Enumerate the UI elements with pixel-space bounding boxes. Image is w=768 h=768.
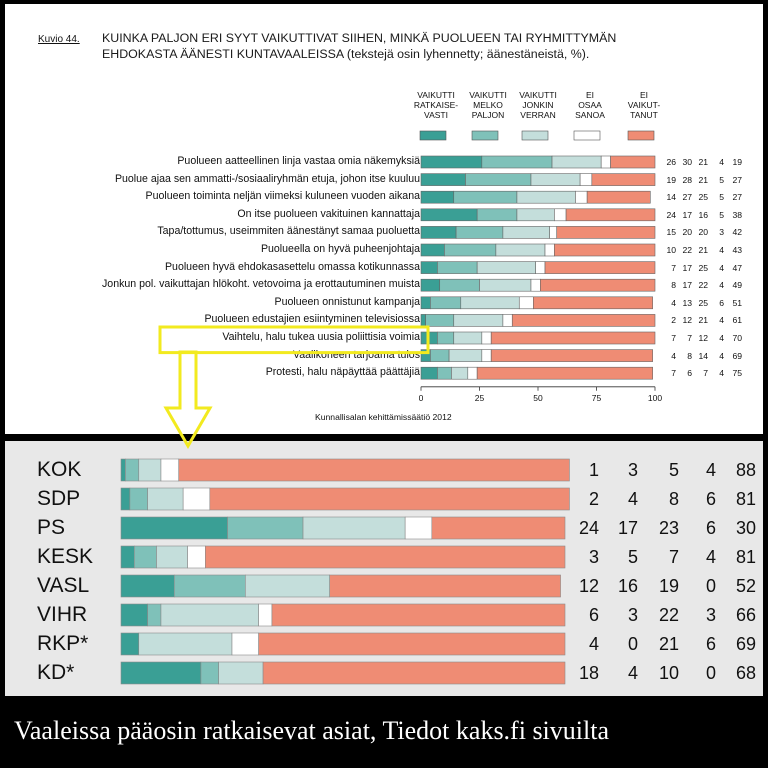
category-label: Vaihtelu, halu tukea uusia poliittisia voimia (222, 331, 420, 343)
legend-label: VAIKUTTI MELKO PALJON (469, 90, 507, 120)
overview-chart-panel (5, 4, 763, 434)
value-label: 6 (588, 605, 599, 625)
value-label: 47 (732, 262, 742, 273)
bar-segment (421, 209, 477, 221)
caption-text: Vaaleissa pääosin ratkaisevat asiat, Tiedot kaks.fi sivuilta (14, 716, 609, 745)
value-label: 8 (668, 489, 679, 509)
value-label: 14 (698, 350, 708, 361)
category-label: Jonkun pol. vaikuttajan hlökoht. vetovoima ja erottautuminen muista (102, 278, 420, 291)
value-label: 4 (719, 368, 724, 379)
bar-segment (601, 156, 610, 168)
party-bar-chart (5, 441, 763, 696)
bar-segment (468, 367, 477, 379)
value-label: 52 (735, 576, 756, 596)
bar-segment (148, 488, 184, 510)
bar-segment (259, 604, 272, 626)
value-label: 4 (719, 315, 724, 326)
bar-segment (259, 633, 565, 655)
value-label: 24 (578, 518, 599, 538)
value-label: 6 (687, 368, 692, 379)
value-label: 0 (627, 634, 638, 654)
value-label: 7 (668, 547, 679, 567)
bar-segment (430, 350, 449, 362)
value-label: 5 (627, 547, 638, 567)
value-label: 30 (682, 157, 692, 167)
bar-segment (272, 604, 565, 626)
bar-segment (121, 546, 134, 568)
value-label: 22 (682, 245, 692, 255)
bar-segment (491, 332, 655, 344)
bar-segment (491, 350, 652, 362)
bar-segment (503, 226, 550, 238)
value-label: 7 (687, 333, 692, 343)
value-label: 69 (732, 350, 742, 361)
legend-swatch (522, 131, 548, 140)
bar-segment (174, 575, 245, 597)
category-label: Puolueen edustajien esiintyminen televisiossa (204, 313, 420, 326)
legend-swatch (420, 131, 446, 140)
value-label: 8 (687, 350, 692, 361)
category-label: Vaalikoneen tarjoama tulos (292, 348, 420, 361)
legend-label: VAIKUTTI RATKAISE- VASTI (413, 90, 459, 120)
bar-segment (503, 314, 512, 326)
value-label: 20 (682, 227, 692, 238)
value-label: 70 (732, 333, 742, 343)
value-label: 3 (705, 605, 716, 625)
value-label: 21 (698, 157, 708, 167)
bar-segment (183, 488, 210, 510)
value-label: 4 (627, 663, 638, 683)
x-tick-label: 25 (474, 392, 485, 403)
bar-segment (519, 297, 533, 309)
bar-segment (611, 156, 655, 168)
bar-segment (421, 314, 426, 326)
bar-segment (125, 459, 138, 481)
bar-segment (121, 604, 148, 626)
bar-segment (426, 314, 454, 326)
party-chart-panel (5, 441, 763, 696)
bar-segment (405, 517, 432, 539)
value-label: 4 (705, 460, 716, 480)
bar-segment (437, 367, 451, 379)
bar-segment (440, 279, 480, 291)
party-label: KESK (37, 545, 94, 568)
bar-segment (421, 174, 465, 186)
value-label: 0 (705, 576, 716, 596)
value-label: 61 (732, 315, 742, 326)
bar-segment (430, 297, 460, 309)
value-label: 5 (719, 174, 724, 185)
party-label: PS (37, 516, 66, 539)
value-label: 22 (658, 605, 679, 625)
value-label: 25 (698, 297, 708, 308)
value-label: 17 (682, 209, 692, 220)
value-label: 4 (671, 350, 676, 361)
figure-label: Kuvio 44. (38, 34, 80, 45)
bar-segment (554, 209, 566, 221)
value-label: 7 (671, 262, 676, 273)
party-label: KD* (37, 661, 75, 684)
party-label: RKP* (37, 632, 89, 655)
bar-segment (477, 367, 653, 379)
legend-swatch (574, 131, 600, 140)
bar-segment (465, 174, 531, 186)
value-label: 21 (698, 245, 708, 255)
value-label: 10 (666, 245, 676, 255)
party-label: KOK (37, 458, 82, 481)
value-label: 12 (682, 315, 692, 326)
legend-swatch (472, 131, 498, 140)
value-label: 5 (719, 209, 724, 220)
value-label: 6 (705, 634, 716, 654)
bar-segment (545, 262, 655, 274)
bar-segment (454, 191, 517, 203)
bar-segment (421, 262, 437, 274)
bar-segment (121, 459, 125, 481)
value-label: 20 (698, 227, 708, 238)
bar-segment (134, 546, 156, 568)
value-label: 17 (682, 262, 692, 273)
bar-segment (444, 244, 495, 256)
value-label: 3 (588, 547, 599, 567)
bar-segment (121, 633, 139, 655)
bar-segment (139, 633, 232, 655)
value-label: 27 (682, 192, 692, 203)
category-label: Puolueen onnistunut kampanja (274, 295, 420, 308)
bar-segment (461, 297, 520, 309)
bar-segment (552, 156, 601, 168)
bar-segment (456, 226, 503, 238)
bar-segment (432, 517, 565, 539)
bar-segment (437, 262, 477, 274)
bar-segment (263, 662, 565, 684)
value-label: 10 (658, 663, 679, 683)
bar-segment (201, 662, 219, 684)
value-label: 3 (627, 605, 638, 625)
value-label: 12 (698, 333, 708, 343)
value-label: 5 (668, 460, 679, 480)
value-label: 8 (671, 280, 676, 291)
bar-segment (454, 332, 482, 344)
category-label: Puolueella on hyvä puheenjohtaja (260, 243, 420, 255)
value-label: 17 (682, 280, 692, 291)
x-tick-label: 75 (591, 392, 602, 403)
value-label: 26 (666, 157, 676, 167)
value-label: 81 (735, 547, 756, 567)
value-label: 75 (732, 368, 742, 379)
value-label: 6 (719, 297, 724, 308)
bar-segment (421, 226, 456, 238)
bar-segment (421, 367, 437, 379)
value-label: 7 (671, 368, 676, 379)
bar-segment (482, 332, 491, 344)
bar-segment (121, 488, 130, 510)
value-label: 14 (666, 192, 676, 203)
bar-segment (228, 517, 303, 539)
value-label: 23 (658, 518, 679, 538)
value-label: 4 (719, 280, 724, 291)
bar-segment (121, 662, 201, 684)
value-label: 3 (627, 460, 638, 480)
value-label: 6 (705, 518, 716, 538)
bar-segment (219, 662, 263, 684)
value-label: 27 (732, 192, 742, 203)
value-label: 4 (627, 489, 638, 509)
value-label: 49 (732, 280, 742, 291)
bar-segment (139, 459, 161, 481)
value-label: 21 (658, 634, 679, 654)
bar-segment (540, 279, 655, 291)
value-label: 7 (671, 333, 676, 343)
bar-segment (557, 226, 655, 238)
bar-segment (157, 546, 188, 568)
bar-segment (161, 604, 259, 626)
value-label: 6 (705, 489, 716, 509)
bar-segment (245, 575, 329, 597)
value-label: 2 (671, 315, 676, 326)
value-label: 51 (732, 297, 742, 308)
legend-label: VAIKUTTI JONKIN VERRAN (519, 90, 557, 120)
bar-segment (421, 244, 444, 256)
party-label: VASL (37, 574, 90, 597)
legend-label: EI VAIKUT- TANUT (627, 90, 661, 120)
value-label: 21 (698, 315, 708, 326)
bar-segment (482, 350, 491, 362)
category-label: Tapa/tottumus, useimmiten äänestänyt samaa puoluetta (157, 225, 420, 238)
value-label: 19 (658, 576, 679, 596)
value-label: 3 (719, 227, 724, 238)
value-label: 4 (705, 547, 716, 567)
value-label: 21 (698, 174, 708, 185)
value-label: 12 (578, 576, 599, 596)
category-label: Puolueen toiminta neljän viimeksi kuluneen vuoden aikana (145, 190, 420, 203)
value-label: 30 (735, 518, 756, 538)
source-note: Kunnallisalan kehittämissäätiö 2012 (315, 412, 452, 422)
bar-segment (161, 459, 179, 481)
bar-segment (545, 244, 554, 256)
value-label: 27 (732, 174, 742, 185)
value-label: 4 (719, 157, 724, 167)
bar-segment (512, 314, 655, 326)
bar-segment (421, 279, 440, 291)
legend-label: EI OSAA SANOA (575, 90, 605, 120)
value-label: 4 (719, 333, 724, 343)
x-tick-label: 50 (533, 392, 543, 403)
party-label: SDP (37, 487, 81, 510)
category-label: On itse puolueen vakituinen kannattaja (237, 207, 420, 220)
value-label: 4 (588, 634, 599, 654)
value-label: 43 (732, 245, 742, 255)
bar-segment (205, 546, 565, 568)
bar-segment (232, 633, 259, 655)
bar-segment (179, 459, 570, 481)
bar-segment (531, 279, 540, 291)
bar-segment (449, 350, 482, 362)
value-label: 0 (705, 663, 716, 683)
value-label: 15 (666, 227, 676, 238)
bar-segment (482, 156, 552, 168)
value-label: 69 (735, 634, 756, 654)
bar-segment (587, 191, 650, 203)
bar-segment (421, 191, 454, 203)
category-label: Protesti, halu näpäyttää päättäjiä (265, 366, 420, 379)
value-label: 19 (732, 157, 742, 167)
value-label: 1 (588, 460, 599, 480)
value-label: 4 (671, 297, 676, 308)
value-label: 13 (682, 297, 692, 308)
bar-segment (531, 174, 580, 186)
x-tick-label: 100 (647, 392, 663, 403)
overview-bar-chart (5, 4, 763, 434)
value-label: 17 (617, 518, 638, 538)
value-label: 81 (735, 489, 756, 509)
bar-segment (554, 244, 655, 256)
value-label: 22 (698, 280, 708, 291)
value-label: 4 (719, 350, 724, 361)
category-label: Puolueen aatteellinen linja vastaa omia näkemyksiä (177, 155, 420, 167)
bar-segment (303, 517, 405, 539)
bar-segment (496, 244, 545, 256)
category-label: Puolueen hyvä ehdokasasettelu omassa kotikunnassa (164, 260, 420, 273)
value-label: 25 (698, 192, 708, 203)
bar-segment (188, 546, 206, 568)
value-label: 5 (719, 192, 724, 203)
bar-segment (580, 174, 592, 186)
bar-segment (536, 262, 545, 274)
value-label: 25 (698, 262, 708, 273)
chart-title-line2: EHDOKASTA ÄÄNESTI KUNTAVAALEISSA (tekstejä osin lyhennetty; äänestäneistä, %). (102, 47, 590, 61)
value-label: 16 (698, 209, 708, 220)
bar-segment (592, 174, 655, 186)
value-label: 19 (666, 174, 676, 185)
value-label: 18 (578, 663, 599, 683)
bar-segment (130, 488, 148, 510)
chart-title-line1: KUINKA PALJON ERI SYYT VAIKUTTIVAT SIIHEN, MINKÄ PUOLUEEN TAI RYHMITTYMÄN (102, 31, 617, 45)
value-label: 4 (719, 262, 724, 273)
value-label: 68 (735, 663, 756, 683)
bar-segment (421, 156, 482, 168)
highlight-box (160, 327, 428, 353)
bar-segment (437, 332, 453, 344)
bar-segment (477, 209, 517, 221)
value-label: 42 (732, 227, 742, 238)
bar-segment (517, 191, 576, 203)
bar-segment (477, 262, 536, 274)
value-label: 16 (617, 576, 638, 596)
bar-segment (480, 279, 531, 291)
bar-segment (454, 314, 503, 326)
party-label: VIHR (37, 603, 88, 626)
value-label: 24 (666, 209, 676, 220)
bar-segment (210, 488, 570, 510)
value-label: 4 (719, 245, 724, 255)
bar-segment (121, 517, 228, 539)
bar-segment (121, 575, 174, 597)
bar-segment (550, 226, 557, 238)
bar-segment (533, 297, 652, 309)
category-label: Puolue ajaa sen ammatti-/sosiaaliryhmän etuja, johon itse kuuluu (114, 172, 420, 185)
value-label: 38 (732, 209, 742, 220)
x-tick-label: 0 (418, 392, 424, 403)
bar-segment (330, 575, 561, 597)
bar-segment (575, 191, 587, 203)
bar-segment (148, 604, 161, 626)
value-label: 7 (703, 368, 708, 379)
value-label: 28 (682, 174, 692, 185)
bar-segment (451, 367, 467, 379)
value-label: 88 (735, 460, 756, 480)
bar-segment (566, 209, 655, 221)
value-label: 66 (735, 605, 756, 625)
bar-segment (517, 209, 554, 221)
legend-swatch (628, 131, 654, 140)
value-label: 2 (588, 489, 599, 509)
bar-segment (421, 297, 430, 309)
